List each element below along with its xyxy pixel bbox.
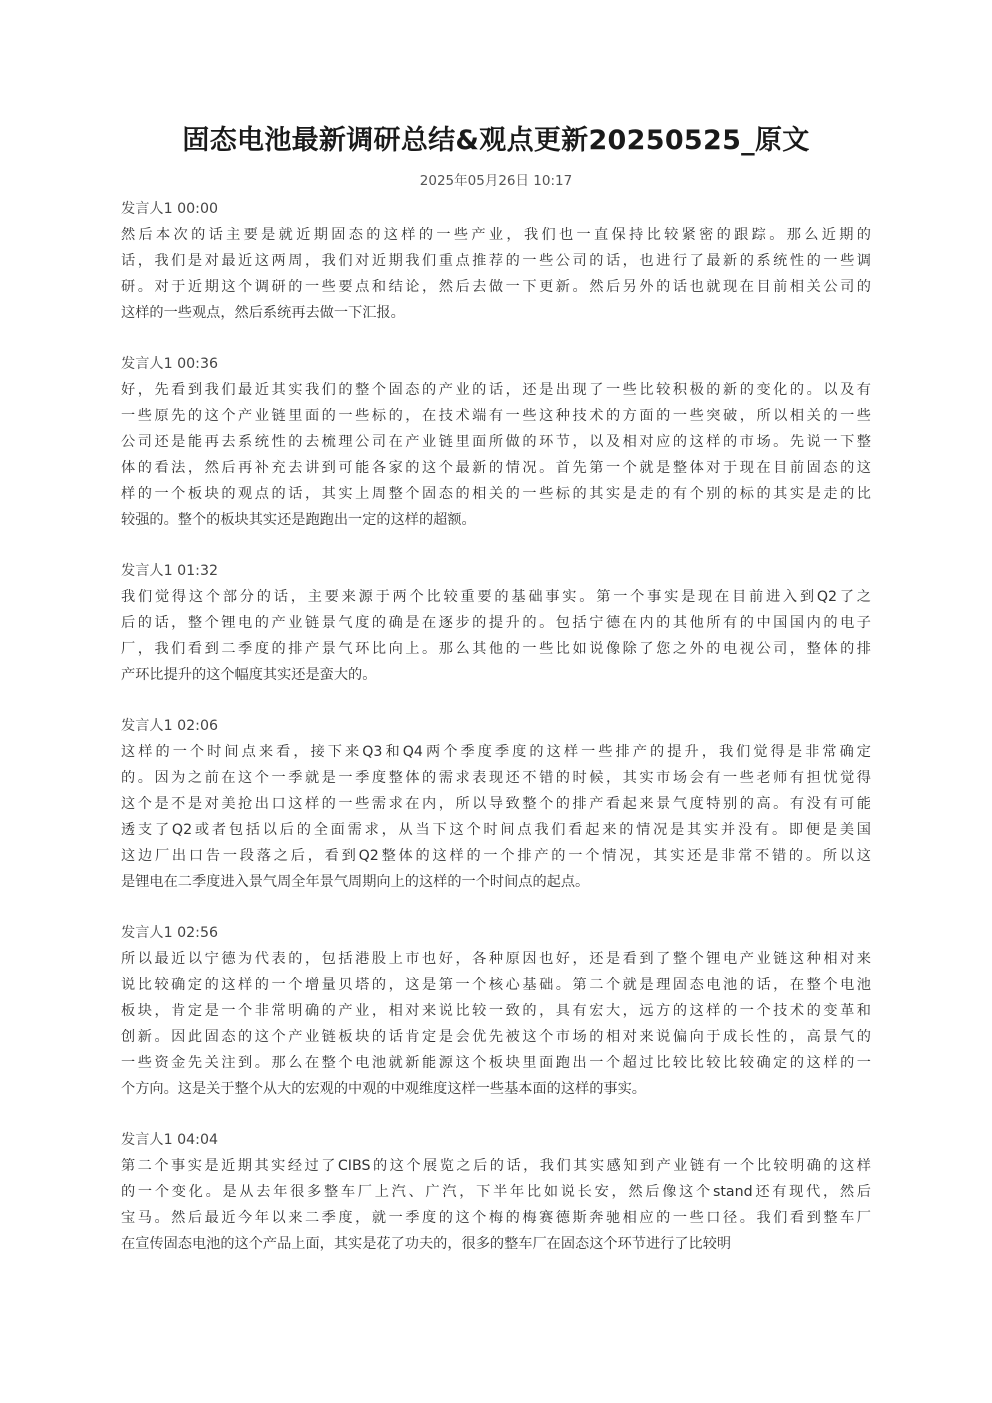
timestamp: 04:04: [177, 1132, 218, 1148]
speech-line: 第二个事实是近期其实经过了CIBS的这个展览之后的话，我们其实感知到产业链有一个比较明确的这样: [121, 1158, 871, 1174]
speech-line: 体的看法，然后再补充去讲到可能各家的这个最新的情况。首先第一个就是整体对于现在目前固态的这: [121, 460, 871, 476]
speaker-timestamp: [121, 196, 871, 222]
transcript-segment: [121, 1127, 871, 1257]
speech-line: 在宣传固态电池的这个产品上面，其实是花了功夫的，很多的整车厂在固态这个环节进行了比较明: [121, 1236, 732, 1252]
timestamp: 00:36: [177, 356, 218, 372]
speech-line: 说比较确定的这样的一个增量贝塔的，这是第一个核心基础。第二个就是理固态电池的话，在整个电池: [121, 977, 871, 993]
speech-line: 然后本次的话主要是就近期固态的这样的一些产业，我们也一直保持比较紧密的跟踪。那么近期的: [121, 227, 871, 243]
speaker-timestamp: [121, 351, 871, 377]
timestamp: 00:00: [177, 201, 218, 217]
speech-line: 这样的一些观点，然后系统再去做一下汇报。: [121, 305, 405, 321]
speaker-timestamp: [121, 920, 871, 946]
speech-text: [121, 584, 871, 688]
speech-line: 一些原先的这个产业链里面的一些标的，在技术端有一些这种技术的方面的一些突破，所以相关的一些: [121, 408, 871, 424]
speaker-name: 发言人1: [121, 356, 173, 372]
speech-line: 的。因为之前在这个一季就是一季度整体的需求表现还不错的时候，其实市场会有一些老师有担忧觉得: [121, 770, 871, 786]
speaker-name: 发言人1: [121, 1132, 173, 1148]
speaker-name: 发言人1: [121, 201, 173, 217]
speech-text: [121, 222, 871, 326]
speaker-name: 发言人1: [121, 563, 173, 579]
speech-line: 一些资金先关注到。那么在整个电池就新能源这个板块里面跑出一个超过比较比较比较确定的这样的一: [121, 1055, 871, 1071]
speech-line: 这样的一个时间点来看，接下来Q3和Q4两个季度季度的这样一些排产的提升，我们觉得是非常确定: [121, 744, 871, 760]
speech-line: 产环比提升的这个幅度其实还是蛮大的。: [121, 667, 377, 683]
speech-line: 这个是不是对美抢出口这样的一些需求在内，所以导致整个的排产看起来景气度特别的高。有没有可能: [121, 796, 871, 812]
transcript-segment: [121, 196, 871, 326]
speech-line: 个方向。这是关于整个从大的宏观的中观的中观维度这样一些基本面的这样的事实。: [121, 1081, 646, 1097]
transcript: [121, 196, 871, 1257]
transcript-segment: [121, 351, 871, 533]
document-title: 固态电池最新调研总结&观点更新20250525_原文: [182, 125, 810, 156]
document-date: 2025年05月26日 10:17: [419, 173, 573, 189]
speech-text: [121, 377, 871, 533]
speech-line: 创新。因此固态的这个产业链板块的话肯定是会优先被这个市场的相对来说偏向于成长性的，高景气的: [121, 1029, 871, 1045]
speech-text: [121, 946, 871, 1102]
timestamp: 02:06: [177, 718, 218, 734]
transcript-segment: [121, 713, 871, 895]
speech-line: 的一个变化。是从去年很多整车厂上汽、广汽，下半年比如说长安，然后像这个stand还有现代，然后: [121, 1184, 871, 1200]
timestamp: 01:32: [177, 563, 218, 579]
speech-line: 板块，肯定是一个非常明确的产业，相对来说比较一致的，具有宏大，远方的这样的一个技术的变革和: [121, 1003, 871, 1019]
speech-text: [121, 1153, 871, 1257]
speech-line: 后的话，整个锂电的产业链景气度的确是在逐步的提升的。包括宁德在内的其他所有的中国国内的电子: [121, 615, 871, 631]
speech-line: 公司还是能再去系统性的去梳理公司在产业链里面所做的环节，以及相对应的这样的市场。先说一下整: [121, 434, 871, 450]
speech-line: 宝马。然后最近今年以来二季度，就一季度的这个梅的梅赛德斯奔驰相应的一些口径。我们看到整车厂: [121, 1210, 871, 1226]
speech-line: 这边厂出口告一段落之后，看到Q2整体的这样的一个排产的一个情况，其实还是非常不错的。所以这: [121, 848, 871, 864]
speech-line: 样的一个板块的观点的话，其实上周整个固态的相关的一些标的其实是走的有个别的标的其实是走的比: [121, 486, 871, 502]
speech-line: 研。对于近期这个调研的一些要点和结论，然后去做一下更新。然后另外的话也就现在目前相关公司的: [121, 279, 871, 295]
speech-line: 透支了Q2或者包括以后的全面需求，从当下这个时间点我们看起来的情况是其实并没有。即便是美国: [121, 822, 871, 838]
speech-text: [121, 739, 871, 895]
timestamp: 02:56: [177, 925, 218, 941]
speaker-name: 发言人1: [121, 718, 173, 734]
speaker-timestamp: [121, 558, 871, 584]
speaker-timestamp: [121, 713, 871, 739]
transcript-segment: [121, 920, 871, 1102]
speaker-name: 发言人1: [121, 925, 173, 941]
speech-line: 好，先看到我们最近其实我们的整个固态的产业的话，还是出现了一些比较积极的新的变化的。以及有: [121, 382, 871, 398]
speaker-timestamp: [121, 1127, 871, 1153]
transcript-segment: [121, 558, 871, 688]
speech-line: 较强的。整个的板块其实还是跑跑出一定的这样的超额。: [121, 512, 476, 528]
speech-line: 话，我们是对最近这两周，我们对近期我们重点推荐的一些公司的话，也进行了最新的系统性的一些调: [121, 253, 871, 269]
speech-line: 厂，我们看到二季度的排产景气环比向上。那么其他的一些比如说像除了您之外的电视公司，整体的排: [121, 641, 871, 657]
speech-line: 我们觉得这个部分的话，主要来源于两个比较重要的基础事实。第一个事实是现在目前进入到Q2了之: [121, 589, 871, 605]
speech-line: 是锂电在二季度进入景气周全年景气周期向上的这样的一个时间点的起点。: [121, 874, 590, 890]
speech-line: 所以最近以宁德为代表的，包括港股上市也好，各种原因也好，还是看到了整个锂电产业链这种相对来: [121, 951, 871, 967]
